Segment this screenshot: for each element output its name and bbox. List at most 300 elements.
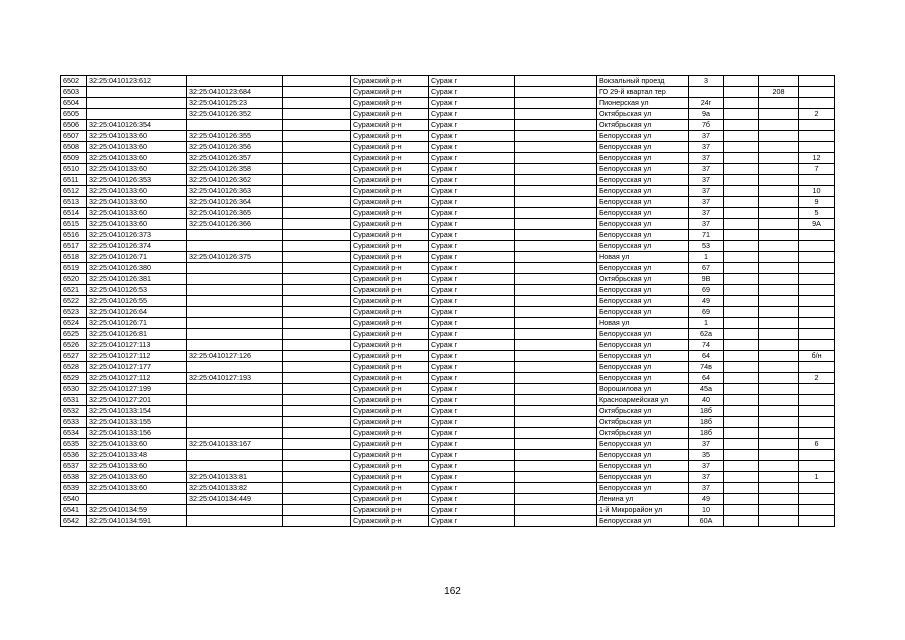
table-row <box>61 461 835 472</box>
empty-cell <box>724 285 759 296</box>
empty-cell <box>515 76 597 87</box>
cadastral-number-cell: 32:25:0410133:60 <box>87 219 187 230</box>
cadastral-number-2-cell: 32:25:0410126:365 <box>187 208 283 219</box>
cadastral-number-cell: 32:25:0410134:59 <box>87 505 187 516</box>
empty-cell <box>515 318 597 329</box>
district-cell: Суражский р-н <box>351 296 429 307</box>
table-row <box>61 483 835 494</box>
street-cell: Белорусская ул <box>597 373 689 384</box>
empty-cell <box>724 164 759 175</box>
table-row <box>61 153 835 164</box>
row-number-cell: 6532 <box>61 406 87 417</box>
table-row <box>61 406 835 417</box>
table-row <box>61 472 835 483</box>
apartment-number-cell <box>799 406 835 417</box>
city-cell: Сураж г <box>429 142 515 153</box>
cadastral-number-2-cell: 32:25:0410126:375 <box>187 252 283 263</box>
extra-number-cell <box>759 439 799 450</box>
house-number-cell: 64 <box>689 373 724 384</box>
cadastral-number-cell <box>87 494 187 505</box>
table-row <box>61 175 835 186</box>
empty-cell <box>515 296 597 307</box>
row-number-cell: 6503 <box>61 87 87 98</box>
cadastral-number-2-cell: 32:25:0410126:355 <box>187 131 283 142</box>
empty-cell <box>515 263 597 274</box>
street-cell: Белорусская ул <box>597 351 689 362</box>
row-number-cell: 6508 <box>61 142 87 153</box>
district-cell: Суражский р-н <box>351 252 429 263</box>
empty-cell <box>283 263 351 274</box>
house-number-cell: 37 <box>689 186 724 197</box>
extra-number-cell <box>759 351 799 362</box>
cadastral-number-cell: 32:25:0410126:53 <box>87 285 187 296</box>
empty-cell <box>515 362 597 373</box>
cadastral-number-2-cell <box>187 505 283 516</box>
house-number-cell: 9В <box>689 274 724 285</box>
house-number-cell: 71 <box>689 230 724 241</box>
house-number-cell: 45а <box>689 384 724 395</box>
house-number-cell: 18б <box>689 428 724 439</box>
empty-cell <box>515 208 597 219</box>
apartment-number-cell <box>799 230 835 241</box>
empty-cell <box>724 230 759 241</box>
empty-cell <box>283 461 351 472</box>
district-cell: Суражский р-н <box>351 373 429 384</box>
table-row <box>61 362 835 373</box>
table-row <box>61 120 835 131</box>
empty-cell <box>515 461 597 472</box>
cadastral-number-cell: 32:25:0410134:591 <box>87 516 187 527</box>
row-number-cell: 6536 <box>61 450 87 461</box>
city-cell: Сураж г <box>429 516 515 527</box>
cadastral-number-2-cell: 32:25:0410126:356 <box>187 142 283 153</box>
apartment-number-cell: 7 <box>799 164 835 175</box>
cadastral-number-cell: 32:25:0410126:55 <box>87 296 187 307</box>
apartment-number-cell <box>799 483 835 494</box>
house-number-cell: 37 <box>689 439 724 450</box>
empty-cell <box>283 494 351 505</box>
cadastral-number-2-cell: 32:25:0410125:23 <box>187 98 283 109</box>
extra-number-cell <box>759 241 799 252</box>
empty-cell <box>724 384 759 395</box>
extra-number-cell <box>759 296 799 307</box>
apartment-number-cell: 12 <box>799 153 835 164</box>
house-number-cell: 37 <box>689 197 724 208</box>
row-number-cell: 6514 <box>61 208 87 219</box>
empty-cell <box>724 241 759 252</box>
cadastral-number-2-cell <box>187 76 283 87</box>
row-number-cell: 6517 <box>61 241 87 252</box>
house-number-cell: 37 <box>689 472 724 483</box>
extra-number-cell <box>759 417 799 428</box>
extra-number-cell <box>759 428 799 439</box>
apartment-number-cell <box>799 494 835 505</box>
empty-cell <box>283 219 351 230</box>
city-cell: Сураж г <box>429 395 515 406</box>
district-cell: Суражский р-н <box>351 230 429 241</box>
empty-cell <box>283 197 351 208</box>
city-cell: Сураж г <box>429 153 515 164</box>
empty-cell <box>515 472 597 483</box>
cadastral-number-2-cell <box>187 461 283 472</box>
house-number-cell: 69 <box>689 307 724 318</box>
empty-cell <box>515 351 597 362</box>
house-number-cell: 62а <box>689 329 724 340</box>
city-cell: Сураж г <box>429 351 515 362</box>
row-number-cell: 6512 <box>61 186 87 197</box>
cadastral-number-2-cell <box>187 340 283 351</box>
row-number-cell: 6539 <box>61 483 87 494</box>
empty-cell <box>724 296 759 307</box>
apartment-number-cell <box>799 252 835 263</box>
empty-cell <box>283 395 351 406</box>
table-row <box>61 197 835 208</box>
cadastral-number-2-cell <box>187 384 283 395</box>
house-number-cell: 64 <box>689 351 724 362</box>
row-number-cell: 6522 <box>61 296 87 307</box>
apartment-number-cell <box>799 307 835 318</box>
table-row <box>61 109 835 120</box>
house-number-cell: 35 <box>689 450 724 461</box>
empty-cell <box>283 252 351 263</box>
district-cell: Суражский р-н <box>351 76 429 87</box>
street-cell: Белорусская ул <box>597 153 689 164</box>
district-cell: Суражский р-н <box>351 285 429 296</box>
street-cell: Белорусская ул <box>597 263 689 274</box>
cadastral-number-cell: 32:25:0410126:373 <box>87 230 187 241</box>
apartment-number-cell <box>799 516 835 527</box>
district-cell: Суражский р-н <box>351 351 429 362</box>
empty-cell <box>283 417 351 428</box>
cadastral-number-cell: 32:25:0410126:353 <box>87 175 187 186</box>
district-cell: Суражский р-н <box>351 439 429 450</box>
street-cell: Белорусская ул <box>597 296 689 307</box>
empty-cell <box>724 131 759 142</box>
empty-cell <box>724 472 759 483</box>
district-cell: Суражский р-н <box>351 516 429 527</box>
street-cell: Белорусская ул <box>597 362 689 373</box>
district-cell: Суражский р-н <box>351 153 429 164</box>
extra-number-cell <box>759 263 799 274</box>
cadastral-number-2-cell <box>187 307 283 318</box>
row-number-cell: 6535 <box>61 439 87 450</box>
row-number-cell: 6502 <box>61 76 87 87</box>
empty-cell <box>724 142 759 153</box>
city-cell: Сураж г <box>429 252 515 263</box>
row-number-cell: 6537 <box>61 461 87 472</box>
cadastral-number-cell: 32:25:0410133:60 <box>87 197 187 208</box>
cadastral-number-cell <box>87 87 187 98</box>
apartment-number-cell <box>799 175 835 186</box>
empty-cell <box>283 164 351 175</box>
house-number-cell: 18б <box>689 417 724 428</box>
empty-cell <box>283 428 351 439</box>
cadastral-number-2-cell: 32:25:0410126:352 <box>187 109 283 120</box>
empty-cell <box>724 461 759 472</box>
extra-number-cell <box>759 98 799 109</box>
apartment-number-cell: 2 <box>799 373 835 384</box>
empty-cell <box>283 483 351 494</box>
extra-number-cell <box>759 274 799 285</box>
city-cell: Сураж г <box>429 230 515 241</box>
cadastral-number-cell: 32:25:0410127:112 <box>87 351 187 362</box>
cadastral-number-cell: 32:25:0410126:374 <box>87 241 187 252</box>
district-cell: Суражский р-н <box>351 197 429 208</box>
empty-cell <box>724 505 759 516</box>
apartment-number-cell <box>799 417 835 428</box>
apartment-number-cell <box>799 87 835 98</box>
property-register-table <box>60 75 835 527</box>
empty-cell <box>283 329 351 340</box>
table-row <box>61 98 835 109</box>
cadastral-number-cell: 32:25:0410126:64 <box>87 307 187 318</box>
empty-cell <box>724 395 759 406</box>
city-cell: Сураж г <box>429 175 515 186</box>
extra-number-cell: 208 <box>759 87 799 98</box>
street-cell: Белорусская ул <box>597 285 689 296</box>
city-cell: Сураж г <box>429 406 515 417</box>
row-number-cell: 6511 <box>61 175 87 186</box>
cadastral-number-2-cell <box>187 329 283 340</box>
empty-cell <box>515 395 597 406</box>
empty-cell <box>283 98 351 109</box>
apartment-number-cell: б/н <box>799 351 835 362</box>
row-number-cell: 6506 <box>61 120 87 131</box>
row-number-cell: 6533 <box>61 417 87 428</box>
cadastral-number-2-cell <box>187 285 283 296</box>
street-cell: Белорусская ул <box>597 230 689 241</box>
city-cell: Сураж г <box>429 98 515 109</box>
empty-cell <box>515 406 597 417</box>
row-number-cell: 6541 <box>61 505 87 516</box>
cadastral-number-cell: 32:25:0410133:60 <box>87 164 187 175</box>
district-cell: Суражский р-н <box>351 142 429 153</box>
row-number-cell: 6525 <box>61 329 87 340</box>
empty-cell <box>724 120 759 131</box>
empty-cell <box>515 373 597 384</box>
row-number-cell: 6528 <box>61 362 87 373</box>
empty-cell <box>515 428 597 439</box>
cadastral-number-2-cell: 32:25:0410126:363 <box>187 186 283 197</box>
extra-number-cell <box>759 472 799 483</box>
street-cell: Октябрьская ул <box>597 406 689 417</box>
street-cell: Белорусская ул <box>597 340 689 351</box>
table-row <box>61 87 835 98</box>
house-number-cell: 37 <box>689 175 724 186</box>
extra-number-cell <box>759 197 799 208</box>
district-cell: Суражский р-н <box>351 417 429 428</box>
apartment-number-cell: 10 <box>799 186 835 197</box>
empty-cell <box>515 274 597 285</box>
empty-cell <box>515 197 597 208</box>
district-cell: Суражский р-н <box>351 395 429 406</box>
cadastral-number-2-cell: 32:25:0410127:126 <box>187 351 283 362</box>
city-cell: Сураж г <box>429 329 515 340</box>
street-cell: Новая ул <box>597 318 689 329</box>
empty-cell <box>515 230 597 241</box>
empty-cell <box>724 428 759 439</box>
table-row <box>61 340 835 351</box>
extra-number-cell <box>759 373 799 384</box>
row-number-cell: 6527 <box>61 351 87 362</box>
cadastral-number-2-cell: 32:25:0410134:449 <box>187 494 283 505</box>
empty-cell <box>515 384 597 395</box>
apartment-number-cell: 2 <box>799 109 835 120</box>
empty-cell <box>283 142 351 153</box>
empty-cell <box>283 153 351 164</box>
cadastral-number-cell: 32:25:0410133:60 <box>87 153 187 164</box>
empty-cell <box>283 406 351 417</box>
city-cell: Сураж г <box>429 131 515 142</box>
table-row <box>61 307 835 318</box>
table-row <box>61 252 835 263</box>
district-cell: Суражский р-н <box>351 263 429 274</box>
empty-cell <box>724 417 759 428</box>
district-cell: Суражский р-н <box>351 318 429 329</box>
extra-number-cell <box>759 461 799 472</box>
empty-cell <box>283 318 351 329</box>
empty-cell <box>724 87 759 98</box>
apartment-number-cell <box>799 329 835 340</box>
city-cell: Сураж г <box>429 450 515 461</box>
row-number-cell: 6521 <box>61 285 87 296</box>
empty-cell <box>283 362 351 373</box>
street-cell: Белорусская ул <box>597 461 689 472</box>
apartment-number-cell <box>799 120 835 131</box>
apartment-number-cell <box>799 505 835 516</box>
cadastral-number-2-cell: 32:25:0410126:358 <box>187 164 283 175</box>
cadastral-number-2-cell <box>187 406 283 417</box>
apartment-number-cell: 6 <box>799 439 835 450</box>
district-cell: Суражский р-н <box>351 450 429 461</box>
empty-cell <box>515 241 597 252</box>
extra-number-cell <box>759 318 799 329</box>
cadastral-number-2-cell <box>187 230 283 241</box>
empty-cell <box>724 98 759 109</box>
street-cell: Белорусская ул <box>597 516 689 527</box>
city-cell: Сураж г <box>429 285 515 296</box>
cadastral-number-cell: 32:25:0410133:60 <box>87 142 187 153</box>
empty-cell <box>515 186 597 197</box>
cadastral-number-cell: 32:25:0410126:71 <box>87 318 187 329</box>
street-cell: Октябрьская ул <box>597 120 689 131</box>
extra-number-cell <box>759 384 799 395</box>
apartment-number-cell <box>799 362 835 373</box>
row-number-cell: 6531 <box>61 395 87 406</box>
city-cell: Сураж г <box>429 417 515 428</box>
row-number-cell: 6530 <box>61 384 87 395</box>
table-row <box>61 274 835 285</box>
extra-number-cell <box>759 406 799 417</box>
empty-cell <box>283 120 351 131</box>
district-cell: Суражский р-н <box>351 472 429 483</box>
cadastral-number-cell: 32:25:0410133:154 <box>87 406 187 417</box>
city-cell: Сураж г <box>429 384 515 395</box>
district-cell: Суражский р-н <box>351 131 429 142</box>
empty-cell <box>724 208 759 219</box>
cadastral-number-2-cell <box>187 296 283 307</box>
city-cell: Сураж г <box>429 76 515 87</box>
page-number: 162 <box>444 586 461 597</box>
house-number-cell: 9а <box>689 109 724 120</box>
cadastral-number-cell: 32:25:0410133:155 <box>87 417 187 428</box>
table-row <box>61 428 835 439</box>
table-row <box>61 164 835 175</box>
table-row <box>61 186 835 197</box>
district-cell: Суражский р-н <box>351 274 429 285</box>
empty-cell <box>724 406 759 417</box>
district-cell: Суражский р-н <box>351 87 429 98</box>
empty-cell <box>724 153 759 164</box>
empty-cell <box>283 439 351 450</box>
table-row <box>61 351 835 362</box>
cadastral-number-cell: 32:25:0410126:380 <box>87 263 187 274</box>
extra-number-cell <box>759 175 799 186</box>
city-cell: Сураж г <box>429 318 515 329</box>
extra-number-cell <box>759 208 799 219</box>
empty-cell <box>283 241 351 252</box>
street-cell: Октябрьская ул <box>597 274 689 285</box>
empty-cell <box>283 285 351 296</box>
empty-cell <box>724 362 759 373</box>
extra-number-cell <box>759 450 799 461</box>
empty-cell <box>515 450 597 461</box>
cadastral-number-cell: 32:25:0410127:177 <box>87 362 187 373</box>
street-cell: Белорусская ул <box>597 208 689 219</box>
house-number-cell: 37 <box>689 142 724 153</box>
house-number-cell: 49 <box>689 296 724 307</box>
district-cell: Суражский р-н <box>351 428 429 439</box>
empty-cell <box>724 483 759 494</box>
empty-cell <box>724 318 759 329</box>
row-number-cell: 6540 <box>61 494 87 505</box>
cadastral-number-cell: 32:25:0410133:60 <box>87 208 187 219</box>
empty-cell <box>283 230 351 241</box>
empty-cell <box>283 109 351 120</box>
house-number-cell <box>689 87 724 98</box>
row-number-cell: 6510 <box>61 164 87 175</box>
row-number-cell: 6518 <box>61 252 87 263</box>
empty-cell <box>724 197 759 208</box>
empty-cell <box>283 175 351 186</box>
extra-number-cell <box>759 252 799 263</box>
cadastral-number-2-cell <box>187 417 283 428</box>
extra-number-cell <box>759 153 799 164</box>
extra-number-cell <box>759 494 799 505</box>
table-row <box>61 505 835 516</box>
city-cell: Сураж г <box>429 472 515 483</box>
house-number-cell: 37 <box>689 219 724 230</box>
table-row <box>61 76 835 87</box>
city-cell: Сураж г <box>429 296 515 307</box>
district-cell: Суражский р-н <box>351 307 429 318</box>
district-cell: Суражский р-н <box>351 505 429 516</box>
empty-cell <box>283 131 351 142</box>
row-number-cell: 6509 <box>61 153 87 164</box>
table-row <box>61 296 835 307</box>
street-cell: 1-й Микрорайон ул <box>597 505 689 516</box>
empty-cell <box>515 131 597 142</box>
district-cell: Суражский р-н <box>351 494 429 505</box>
district-cell: Суражский р-н <box>351 461 429 472</box>
cadastral-number-2-cell: 32:25:0410126:364 <box>187 197 283 208</box>
empty-cell <box>724 439 759 450</box>
table-row <box>61 230 835 241</box>
city-cell: Сураж г <box>429 197 515 208</box>
city-cell: Сураж г <box>429 373 515 384</box>
cadastral-number-2-cell <box>187 274 283 285</box>
empty-cell <box>515 285 597 296</box>
